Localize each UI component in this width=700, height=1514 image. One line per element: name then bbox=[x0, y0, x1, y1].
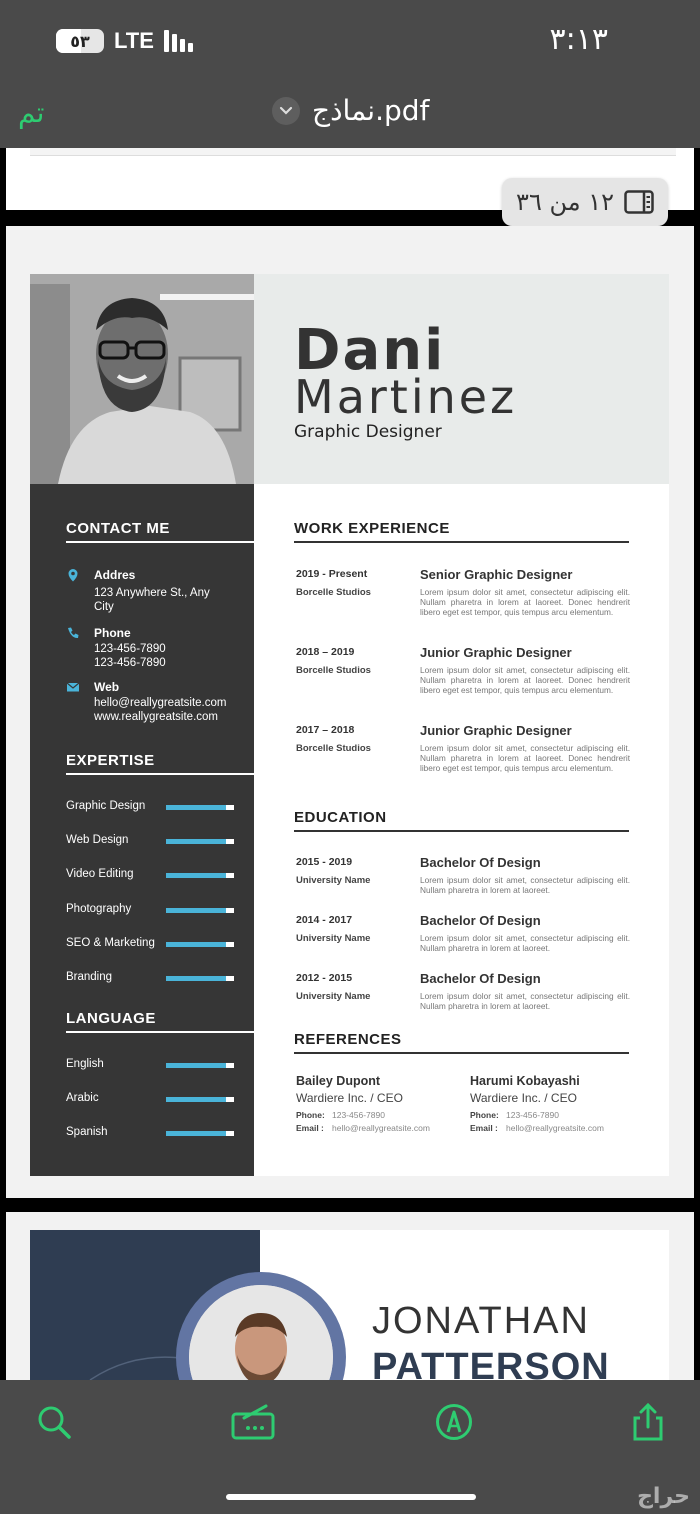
skill-row bbox=[66, 1126, 236, 1142]
web-label: Web bbox=[94, 680, 120, 694]
address-value: 123 Anywhere St., Any City bbox=[94, 587, 210, 613]
address-label: Addres bbox=[94, 568, 136, 582]
location-pin-icon bbox=[66, 568, 80, 582]
share-icon[interactable] bbox=[628, 1402, 668, 1442]
done-button[interactable]: تم bbox=[18, 96, 45, 129]
page-counter-label: ١٢ من ٣٦ bbox=[516, 188, 614, 216]
language-heading: LANGUAGE bbox=[66, 1010, 156, 1027]
divider bbox=[294, 830, 629, 832]
reference-email: Email : hello@reallygreatsite.com bbox=[296, 1123, 430, 1133]
skill-level-fill bbox=[166, 1131, 226, 1136]
skill-level-fill bbox=[166, 976, 226, 981]
skill-level-fill bbox=[166, 839, 226, 844]
skill-row bbox=[66, 1058, 236, 1074]
reference-phone: Phone: 123-456-7890 bbox=[470, 1110, 559, 1120]
entry-description: Lorem ipsum dolor sit amet, consectetur adipiscing elit. Nullam pharetra in lorem at laoreet. Donec hendrerit libero eget est tempor, quis tempus arcu elementum. bbox=[420, 743, 630, 773]
network-type: LTE bbox=[114, 28, 154, 53]
entry-title: Junior Graphic Designer bbox=[420, 645, 572, 660]
phone-label: Phone bbox=[94, 626, 131, 640]
search-icon[interactable] bbox=[34, 1402, 74, 1442]
divider bbox=[66, 1031, 254, 1033]
bottom-toolbar bbox=[0, 1380, 700, 1514]
contact-address bbox=[66, 568, 246, 612]
entry-organization: Borcelle Studios bbox=[296, 665, 371, 676]
reference-name: Bailey Dupont bbox=[296, 1074, 381, 1088]
skill-name: Arabic bbox=[66, 1092, 99, 1105]
entry-title: Senior Graphic Designer bbox=[420, 567, 573, 582]
entry-date: 2012 - 2015 bbox=[296, 972, 353, 984]
signature-icon[interactable] bbox=[230, 1402, 278, 1442]
skill-row bbox=[66, 971, 236, 987]
education-heading: EDUCATION bbox=[294, 809, 387, 826]
entry-title: Junior Graphic Designer bbox=[420, 723, 572, 738]
work-entry bbox=[294, 568, 634, 642]
document-title: نماذج.pdf bbox=[312, 94, 430, 127]
next-last-name: PATTERSON bbox=[372, 1346, 610, 1380]
work-entry bbox=[294, 646, 634, 720]
next-first-name: JONATHAN bbox=[372, 1300, 590, 1342]
divider bbox=[294, 541, 629, 543]
skill-row bbox=[66, 800, 236, 816]
top-bar bbox=[0, 0, 700, 148]
entry-date: 2017 – 2018 bbox=[296, 724, 355, 736]
work-entry bbox=[294, 724, 634, 798]
skill-level-fill bbox=[166, 942, 226, 947]
skill-level-fill bbox=[166, 908, 226, 913]
battery-percent: ٥٣ bbox=[70, 31, 90, 51]
divider bbox=[66, 541, 254, 543]
skill-level-fill bbox=[166, 1063, 226, 1068]
web-1: hello@reallygreatsite.com bbox=[94, 697, 227, 709]
phone-2: 123-456-7890 bbox=[94, 657, 166, 669]
skill-row bbox=[66, 1092, 236, 1108]
entry-title: Bachelor Of Design bbox=[420, 971, 541, 986]
entry-description: Lorem ipsum dolor sit amet, consectetur adipiscing elit. Nullam pharetra in lorem at laoreet. bbox=[420, 991, 630, 1011]
divider bbox=[66, 773, 254, 775]
profile-photo bbox=[30, 274, 254, 484]
skill-level-bar bbox=[166, 1131, 234, 1136]
divider bbox=[294, 1052, 629, 1054]
skill-level-bar bbox=[166, 942, 234, 947]
skill-name: Graphic Design bbox=[66, 800, 146, 812]
skill-level-bar bbox=[166, 839, 234, 844]
work-heading: WORK EXPERIENCE bbox=[294, 520, 450, 537]
education-entry bbox=[294, 972, 634, 1026]
pdf-page-current bbox=[6, 226, 694, 1198]
skill-row bbox=[66, 868, 236, 884]
entry-description: Lorem ipsum dolor sit amet, consectetur adipiscing elit. Nullam pharetra in lorem at laoreet. bbox=[420, 875, 630, 895]
entry-date: 2018 – 2019 bbox=[296, 646, 355, 658]
entry-description: Lorem ipsum dolor sit amet, consectetur adipiscing elit. Nullam pharetra in lorem at laoreet. Donec hendrerit libero eget est tempor, quis tempus arcu elementum. bbox=[420, 665, 630, 695]
skill-name: Spanish bbox=[66, 1126, 108, 1139]
first-name: Dani bbox=[294, 318, 446, 383]
skill-name: Photography bbox=[66, 902, 132, 915]
entry-organization: University Name bbox=[296, 991, 371, 1002]
reference-position: Wardiere Inc. / CEO bbox=[296, 1091, 403, 1105]
contact-heading: CONTACT ME bbox=[66, 520, 170, 537]
reference-1 bbox=[296, 1074, 466, 1133]
skill-name: Video Editing bbox=[66, 868, 134, 881]
phone-1: 123-456-7890 bbox=[94, 643, 166, 655]
web-2: www.reallygreatsite.com bbox=[94, 711, 218, 723]
pdf-scroll-area[interactable] bbox=[0, 148, 700, 1380]
references-heading: REFERENCES bbox=[294, 1031, 402, 1048]
reference-name: Harumi Kobayashi bbox=[470, 1074, 580, 1088]
markup-icon[interactable] bbox=[434, 1402, 474, 1442]
skill-level-bar bbox=[166, 976, 234, 981]
skill-row bbox=[66, 937, 236, 953]
phone-icon bbox=[66, 626, 80, 640]
entry-organization: Borcelle Studios bbox=[296, 587, 371, 598]
resume-main bbox=[254, 484, 669, 1176]
entry-description: Lorem ipsum dolor sit amet, consectetur adipiscing elit. Nullam pharetra in lorem at laoreet. Donec hendrerit libero eget est tempor, quis tempus arcu elementum. bbox=[420, 587, 630, 617]
entry-organization: University Name bbox=[296, 933, 371, 944]
education-entry bbox=[294, 914, 634, 968]
name-header bbox=[254, 274, 669, 484]
entry-description: Lorem ipsum dolor sit amet, consectetur adipiscing elit. Nullam pharetra in lorem at laoreet. bbox=[420, 933, 630, 953]
skill-level-bar bbox=[166, 873, 234, 878]
sidebar-toggle-icon[interactable] bbox=[624, 190, 654, 214]
status-indicators bbox=[56, 28, 193, 54]
entry-date: 2015 - 2019 bbox=[296, 856, 353, 868]
skill-level-fill bbox=[166, 805, 226, 810]
reference-email: Email : hello@reallygreatsite.com bbox=[470, 1123, 604, 1133]
status-time: ٣:١٣ bbox=[549, 22, 608, 57]
entry-date: 2019 - Present bbox=[296, 568, 368, 580]
skill-name: Branding bbox=[66, 971, 113, 983]
skill-level-bar bbox=[166, 1063, 234, 1068]
skill-row bbox=[66, 834, 236, 850]
watermark: حراج bbox=[637, 1484, 690, 1509]
signal-icon bbox=[164, 30, 193, 52]
reference-2 bbox=[470, 1074, 640, 1133]
resume bbox=[30, 274, 669, 1176]
entry-date: 2014 - 2017 bbox=[296, 914, 353, 926]
chevron-down-icon[interactable] bbox=[272, 97, 300, 125]
last-name: Martinez bbox=[294, 370, 518, 424]
skill-name: English bbox=[66, 1058, 104, 1070]
reference-position: Wardiere Inc. / CEO bbox=[470, 1091, 577, 1105]
contact-phone bbox=[66, 626, 246, 670]
entry-title: Bachelor Of Design bbox=[420, 855, 541, 870]
home-indicator[interactable] bbox=[226, 1494, 476, 1500]
skill-level-bar bbox=[166, 1097, 234, 1102]
skill-name: SEO & Marketing bbox=[66, 936, 155, 949]
skill-level-bar bbox=[166, 908, 234, 913]
entry-title: Bachelor Of Design bbox=[420, 913, 541, 928]
skill-level-bar bbox=[166, 805, 234, 810]
entry-organization: Borcelle Studios bbox=[296, 743, 371, 754]
education-entry bbox=[294, 856, 634, 910]
document-title-menu[interactable] bbox=[272, 94, 429, 127]
page-counter[interactable] bbox=[502, 178, 668, 226]
pdf-page-next bbox=[6, 1212, 694, 1380]
skill-level-fill bbox=[166, 873, 226, 878]
mail-icon bbox=[66, 680, 80, 694]
contact-web bbox=[66, 680, 246, 724]
skill-name: Web Design bbox=[66, 834, 129, 847]
entry-organization: University Name bbox=[296, 875, 371, 886]
resume-sidebar bbox=[30, 484, 254, 1176]
job-title: Graphic Designer bbox=[294, 422, 442, 442]
battery-icon bbox=[56, 29, 104, 53]
skill-level-fill bbox=[166, 1097, 226, 1102]
expertise-heading: EXPERTISE bbox=[66, 752, 155, 769]
reference-phone: Phone: 123-456-7890 bbox=[296, 1110, 385, 1120]
skill-row bbox=[66, 903, 236, 919]
